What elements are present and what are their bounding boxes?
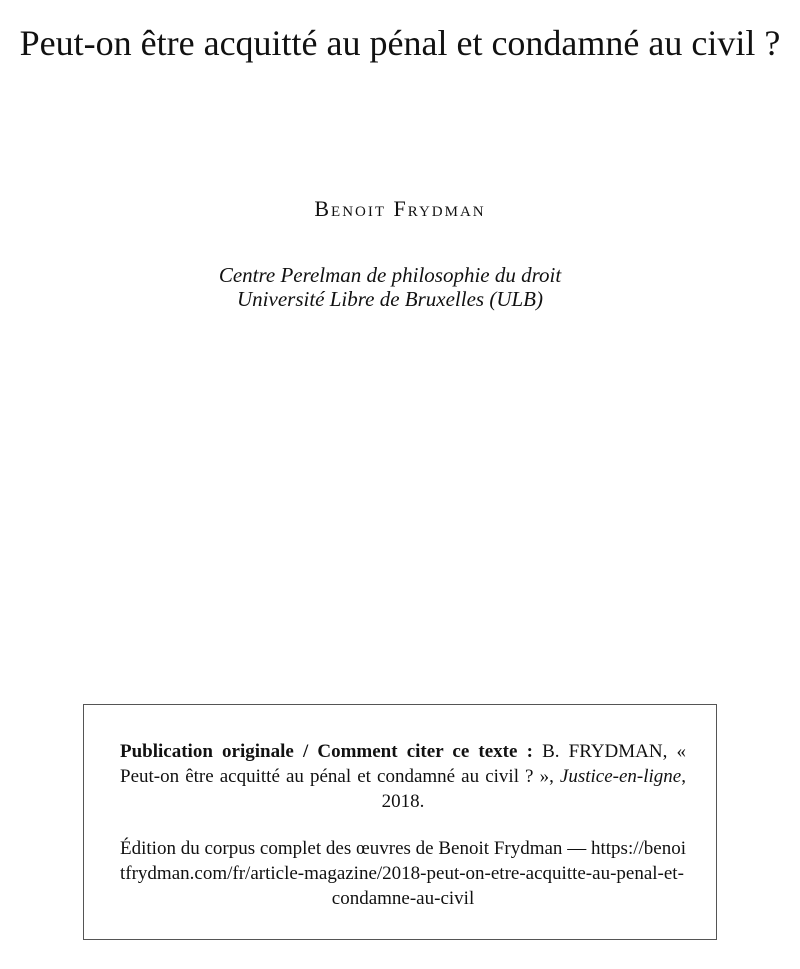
affiliation-line-2: Université Libre de Bruxelles (ULB) [237,287,543,311]
affiliation [0,263,780,311]
citation-paragraph [120,739,686,814]
citation-box [83,704,717,940]
citation-journal: Justice-en-ligne [559,766,682,787]
citation-reference: B. FRYDMAN, « Peut-on être acquitté au pénal et condamné au civil ? », [120,741,686,787]
edition-paragraph [120,836,686,911]
document-title: Peut-on être acquitté au pénal et condamné au civil ? [19,23,781,63]
affiliation-line-1: Centre Perelman de philosophie du droit [218,263,562,287]
citation-year: , 2018. [381,766,686,812]
author-name: Benoit Frydman [314,196,486,221]
edition-url[interactable]: https://benoitfrydman.com/fr/article-magazine/2018-peut-on-etre-acquitte-au-penal-et-condamne-au-civil [120,838,686,909]
edition-text: Édition du corpus complet des œuvres de Benoit Frydman — [120,838,591,859]
citation-label: Publication originale / Comment citer ce texte : [120,741,533,762]
